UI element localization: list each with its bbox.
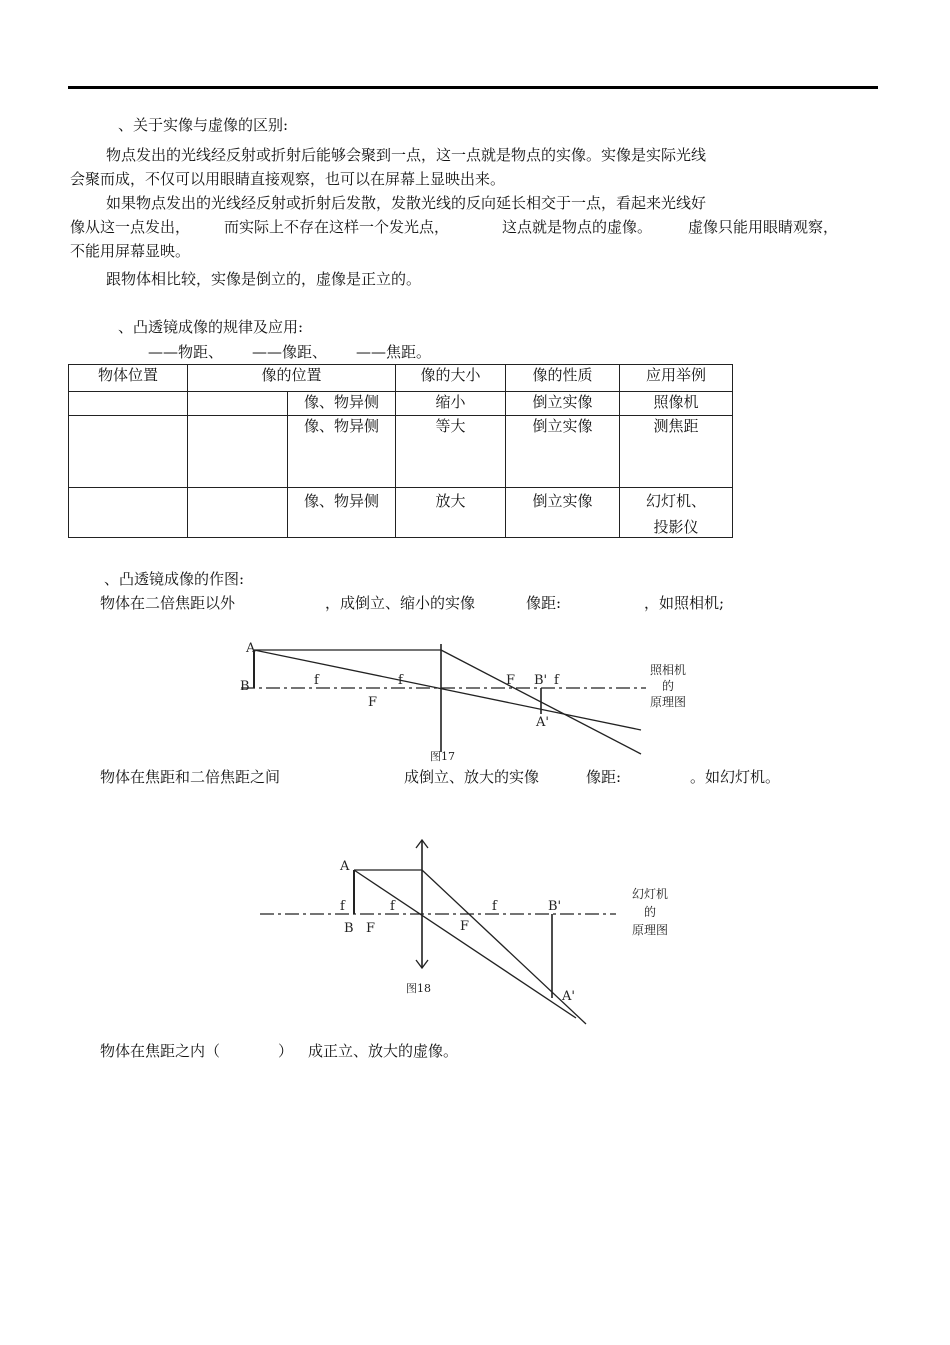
fig1-label-f1: f bbox=[314, 673, 319, 688]
table-cell: 照像机 bbox=[620, 392, 733, 416]
projector-principle-diagram bbox=[256, 834, 696, 1034]
case3-text-a: 物体在焦距之内（ bbox=[100, 1042, 221, 1060]
s1-p2-line2d: 虚像只能用眼睛观察， bbox=[688, 218, 839, 236]
s1-p2-line3: 不能用屏幕显映。 bbox=[70, 242, 191, 260]
table-cell bbox=[69, 488, 188, 538]
header-image-size: 像的大小 bbox=[396, 365, 506, 392]
table-cell: 倒立实像 bbox=[506, 392, 620, 416]
header-image-position: 像的位置 bbox=[188, 365, 396, 392]
table-cell: 测焦距 bbox=[620, 416, 733, 488]
s1-p1-line1: 物点发出的光线经反射或折射后能够会聚到一点，这一点就是物点的实像。实像是实际光线 bbox=[106, 146, 707, 164]
fig2-label-B2: B' bbox=[548, 899, 562, 914]
case2-text-a: 物体在焦距和二倍焦距之间 bbox=[100, 768, 281, 786]
fig2-side-line2: 的 bbox=[644, 905, 657, 919]
case1-text-a: 物体在二倍焦距以外 bbox=[100, 594, 236, 612]
table-cell bbox=[69, 416, 188, 488]
fig1-label-A2: A' bbox=[536, 715, 549, 730]
fig1-label-b: B bbox=[240, 679, 250, 694]
section3-heading: 、凸透镜成像的作图: bbox=[104, 570, 245, 588]
fig1-label-f3: f bbox=[554, 673, 559, 688]
legend-image-distance: ——像距、 bbox=[252, 343, 328, 361]
table-row bbox=[69, 488, 733, 538]
table-cell: 像、物异侧 bbox=[288, 392, 396, 416]
header-image-nature: 像的性质 bbox=[506, 365, 620, 392]
table-header-row bbox=[69, 365, 733, 392]
table-cell: 像、物异侧 bbox=[288, 488, 396, 538]
fig2-label-f3: f bbox=[492, 899, 497, 914]
fig2-label-f1: f bbox=[340, 899, 345, 914]
fig1-caption: 图17 bbox=[430, 750, 455, 763]
case1-text-d: ，如照相机; bbox=[644, 594, 725, 612]
table-row bbox=[69, 416, 733, 488]
table-cell: 缩小 bbox=[396, 392, 506, 416]
section1-heading: 、关于实像与虚像的区别: bbox=[118, 116, 289, 134]
table-cell: 像、物异侧 bbox=[288, 416, 396, 488]
table-cell: 倒立实像 bbox=[506, 488, 620, 538]
fig2-label-f2: f bbox=[390, 899, 395, 914]
fig1-label-f2: f bbox=[398, 673, 403, 688]
legend-focal-length: ——焦距。 bbox=[356, 343, 432, 361]
fig2-label-F: F bbox=[366, 921, 376, 936]
application-line1: 幻灯机、 bbox=[645, 492, 706, 510]
lens-rules-table bbox=[68, 364, 733, 538]
fig2-caption: 图18 bbox=[406, 982, 431, 995]
table-cell bbox=[188, 392, 288, 416]
table-cell: 放大 bbox=[396, 488, 506, 538]
fig2-side-line3: 原理图 bbox=[632, 923, 669, 937]
case1-text-c: 像距: bbox=[526, 594, 562, 612]
fig1-label-B2: B' bbox=[534, 673, 548, 688]
fig2-side-line1: 幻灯机 bbox=[632, 887, 669, 901]
case2-text-d: 。如幻灯机。 bbox=[690, 768, 781, 786]
s1-p2-line2b: 而实际上不存在这样一个发光点， bbox=[224, 218, 450, 236]
s1-p1-line2: 会聚而成，不仅可以用眼睛直接观察，也可以在屏幕上显映出来。 bbox=[70, 170, 506, 188]
legend-object-distance: ——物距、 bbox=[148, 343, 224, 361]
fig2-label-F2: F bbox=[460, 919, 470, 934]
camera-principle-diagram bbox=[236, 636, 686, 766]
s1-p2-line2a: 像从这一点发出， bbox=[70, 218, 191, 236]
fig1-side-line1: 照相机 bbox=[650, 663, 686, 677]
top-rule bbox=[68, 86, 878, 89]
case3-text-b: ） bbox=[278, 1042, 294, 1060]
fig1-side-line3: 原理图 bbox=[650, 695, 686, 709]
s1-p2-line1: 如果物点发出的光线经反射或折射后发散，发散光线的反向延长相交于一点，看起来光线好 bbox=[106, 194, 707, 212]
application-line2: 投影仪 bbox=[653, 518, 699, 536]
table-row bbox=[69, 392, 733, 416]
fig1-label-F: F bbox=[368, 695, 378, 710]
table-cell bbox=[188, 416, 288, 488]
fig1-label-a: A bbox=[246, 641, 256, 656]
table-cell bbox=[620, 488, 733, 538]
table-cell: 倒立实像 bbox=[506, 416, 620, 488]
section2-heading: 、凸透镜成像的规律及应用: bbox=[118, 318, 304, 336]
fig1-side-line2: 的 bbox=[662, 679, 675, 693]
header-object-position: 物体位置 bbox=[69, 365, 188, 392]
s1-p2-line2c: 这点就是物点的虚像。 bbox=[502, 218, 653, 236]
case3-text-c: 成正立、放大的虚像。 bbox=[308, 1042, 459, 1060]
table-cell bbox=[188, 488, 288, 538]
case1-text-b: ，成倒立、缩小的实像 bbox=[325, 594, 476, 612]
fig2-label-A2: A' bbox=[562, 989, 575, 1004]
table-cell: 等大 bbox=[396, 416, 506, 488]
s1-p3: 跟物体相比较，实像是倒立的，虚像是正立的。 bbox=[106, 270, 422, 288]
header-application: 应用举例 bbox=[620, 365, 733, 392]
fig1-label-F2: F bbox=[506, 673, 516, 688]
case2-text-c: 像距: bbox=[586, 768, 622, 786]
table-cell bbox=[69, 392, 188, 416]
fig2-label-b: B bbox=[344, 921, 354, 936]
case2-text-b: 成倒立、放大的实像 bbox=[404, 768, 540, 786]
fig2-label-a: A bbox=[340, 859, 350, 874]
